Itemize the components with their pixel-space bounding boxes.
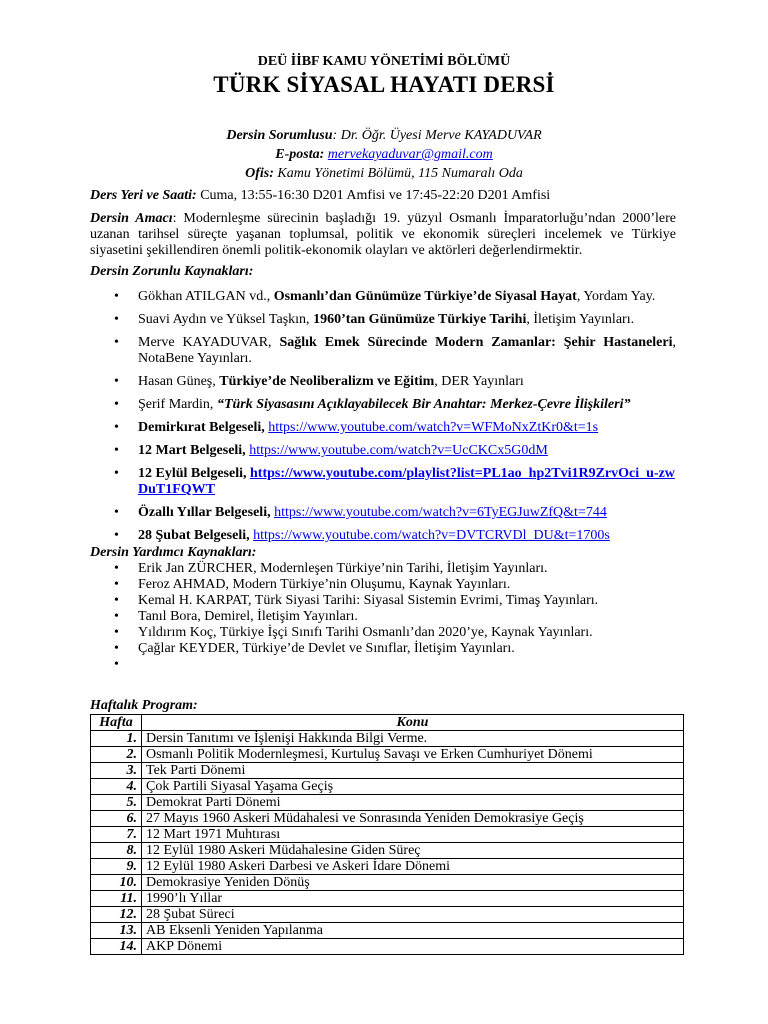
list-item: • Feroz AHMAD, Modern Türkiye’nin Oluşumu, Kaynak Yayınları. <box>90 577 676 593</box>
video-item: • 12 Eylül Belgeseli, https://www.youtube.com/playlist?list=PL1ao_hp2Tvi1R9ZrvOci_u-zwDuT1FQWT <box>90 466 676 498</box>
col-week-header: Hafta <box>91 715 142 731</box>
table-row <box>91 875 684 891</box>
topic-cell: Osmanlı Politik Modernleşmesi, Kurtuluş Savaşı ve Erken Cumhuriyet Dönemi <box>142 747 684 763</box>
document-header <box>0 54 768 98</box>
week-cell: 4. <box>91 779 142 795</box>
topic-cell: 12 Eylül 1980 Askeri Darbesi ve Askeri İdare Dönemi <box>142 859 684 875</box>
list-item: • Suavi Aydın ve Yüksel Taşkın, 1960’tan Günümüze Türkiye Tarihi, İletişim Yayınları. <box>90 312 676 328</box>
weekly-table-body <box>91 731 684 955</box>
department-title: DEÜ İİBF KAMU YÖNETİMİ BÖLÜMÜ <box>257 54 511 69</box>
list-item <box>90 657 676 673</box>
table-row <box>91 907 684 923</box>
week-cell: 14. <box>91 939 142 955</box>
office-line <box>0 164 768 183</box>
week-cell: 7. <box>91 827 142 843</box>
table-row <box>91 763 684 779</box>
instructor-info <box>0 126 768 183</box>
week-cell: 3. <box>91 763 142 779</box>
week-cell: 1. <box>91 731 142 747</box>
list-item: • Merve KAYADUVAR, Sağlık Emek Sürecinde Modern Zamanlar: Şehir Hastaneleri, NotaBene Yayınları. <box>90 335 676 367</box>
week-cell: 9. <box>91 859 142 875</box>
video-link[interactable]: https://www.youtube.com/playlist?list=PL1ao_hp2Tvi1R9ZrvOci_u-zwDuT1FQWT <box>138 466 675 497</box>
weekly-heading: Haftalık Program: <box>90 698 198 713</box>
week-cell: 11. <box>91 891 142 907</box>
email-line <box>0 145 768 164</box>
required-heading: Dersin Zorunlu Kaynakları: <box>90 264 254 279</box>
topic-cell: Demokrat Parti Dönemi <box>142 795 684 811</box>
video-item: • Özallı Yıllar Belgeseli, https://www.youtube.com/watch?v=6TyEGJuwZfQ&t=744 <box>90 505 676 521</box>
table-row <box>91 939 684 955</box>
video-link[interactable]: https://www.youtube.com/watch?v=WFMoNxZtKr0&t=1s <box>268 420 599 435</box>
table-row <box>91 843 684 859</box>
topic-cell: AKP Dönemi <box>142 939 684 955</box>
instructor-line <box>0 126 768 145</box>
video-link[interactable]: https://www.youtube.com/watch?v=UcCKCx5G0dM <box>249 443 548 458</box>
auxiliary-heading: Dersin Yardımcı Kaynakları: <box>90 545 257 560</box>
list-item: • Yıldırım Koç, Türkiye İşçi Sınıfı Tarihi Osmanlı’dan 2020’ye, Kaynak Yayınları. <box>90 625 676 641</box>
topic-cell: Tek Parti Dönemi <box>142 763 684 779</box>
table-row <box>91 811 684 827</box>
email-label: E-posta: <box>275 147 325 162</box>
required-sources <box>90 264 676 551</box>
email-link[interactable]: mervekayaduvar@gmail.com <box>327 147 493 162</box>
table-row <box>91 731 684 747</box>
auxiliary-list <box>90 561 676 673</box>
auxiliary-sources <box>90 545 676 673</box>
schedule-place-value: Cuma, 13:55-16:30 D201 Amfisi ve 17:45-22:20 D201 Amfisi <box>200 188 551 203</box>
week-cell: 5. <box>91 795 142 811</box>
weekly-table <box>90 714 684 955</box>
topic-cell: 27 Mayıs 1960 Askeri Müdahalesi ve Sonrasında Yeniden Demokrasiye Geçiş <box>142 811 684 827</box>
course-title: TÜRK SİYASAL HAYATI DERSİ <box>213 72 555 97</box>
course-aim <box>90 211 676 259</box>
week-cell: 13. <box>91 923 142 939</box>
list-item: • Şerif Mardin, “Türk Siyasasını Açıklayabilecek Bir Anahtar: Merkez-Çevre İlişkileri” <box>90 397 676 413</box>
table-row <box>91 859 684 875</box>
table-row <box>91 779 684 795</box>
topic-cell: 12 Mart 1971 Muhtırası <box>142 827 684 843</box>
video-item: • 28 Şubat Belgeseli, https://www.youtube.com/watch?v=DVTCRVDl_DU&t=1700s <box>90 528 676 544</box>
week-cell: 8. <box>91 843 142 859</box>
table-row <box>91 795 684 811</box>
video-item: • Demirkırat Belgeseli, https://www.youtube.com/watch?v=WFMoNxZtKr0&t=1s <box>90 420 676 436</box>
table-row <box>91 747 684 763</box>
aim-text: : Modernleşme sürecinin başladığı 19. yüzyıl Osmanlı İmparatorluğu’ndan 2000’lere uzanan tarihsel süreçte yaşanan toplumsal, politik ve ekonomik süreçleri incelemek ve Türkiye siyasetini şekillendiren önemli politik-ekonomik olayları ve aktörleri değerlendirmektir. <box>90 211 676 258</box>
weekly-program <box>90 698 690 955</box>
week-cell: 6. <box>91 811 142 827</box>
week-cell: 10. <box>91 875 142 891</box>
table-row <box>91 827 684 843</box>
list-item: • Çağlar KEYDER, Türkiye’de Devlet ve Sınıflar, İletişim Yayınları. <box>90 641 676 657</box>
topic-cell: 1990’lı Yıllar <box>142 891 684 907</box>
schedule-place <box>90 188 676 204</box>
schedule-place-label: Ders Yeri ve Saati: <box>90 188 197 203</box>
list-item: • Gökhan ATILGAN vd., Osmanlı’dan Günümüze Türkiye’de Siyasal Hayat, Yordam Yay. <box>90 289 676 305</box>
required-list <box>90 289 676 544</box>
instructor-label: Dersin Sorumlusu <box>226 128 333 143</box>
topic-cell: AB Eksenli Yeniden Yapılanma <box>142 923 684 939</box>
topic-cell: Çok Partili Siyasal Yaşama Geçiş <box>142 779 684 795</box>
video-link[interactable]: https://www.youtube.com/watch?v=6TyEGJuwZfQ&t=744 <box>274 505 607 520</box>
topic-cell: 28 Şubat Süreci <box>142 907 684 923</box>
list-item: • Hasan Güneş, Türkiye’de Neoliberalizm ve Eğitim, DER Yayınları <box>90 374 676 390</box>
week-cell: 2. <box>91 747 142 763</box>
office-label: Ofis: <box>245 166 274 181</box>
col-topic-header: Konu <box>142 715 684 731</box>
topic-cell: Demokrasiye Yeniden Dönüş <box>142 875 684 891</box>
video-item: • 12 Mart Belgeseli, https://www.youtube.com/watch?v=UcCKCx5G0dM <box>90 443 676 459</box>
topic-cell: Dersin Tanıtımı ve İşlenişi Hakkında Bilgi Verme. <box>142 731 684 747</box>
instructor-value: : Dr. Öğr. Üyesi Merve KAYADUVAR <box>332 128 542 143</box>
video-link[interactable]: https://www.youtube.com/watch?v=DVTCRVDl_DU&t=1700s <box>253 528 610 543</box>
office-value: Kamu Yönetimi Bölümü, 115 Numaralı Oda <box>277 166 523 181</box>
list-item: • Erik Jan ZÜRCHER, Modernleşen Türkiye’nin Tarihi, İletişim Yayınları. <box>90 561 676 577</box>
topic-cell: 12 Eylül 1980 Askeri Müdahalesine Giden Süreç <box>142 843 684 859</box>
table-row <box>91 891 684 907</box>
aim-label: Dersin Amacı <box>90 211 173 226</box>
table-header-row <box>91 715 684 731</box>
table-row <box>91 923 684 939</box>
list-item: • Tanıl Bora, Demirel, İletişim Yayınları. <box>90 609 676 625</box>
week-cell: 12. <box>91 907 142 923</box>
list-item: • Kemal H. KARPAT, Türk Siyasi Tarihi: Siyasal Sistemin Evrimi, Timaş Yayınları. <box>90 593 676 609</box>
